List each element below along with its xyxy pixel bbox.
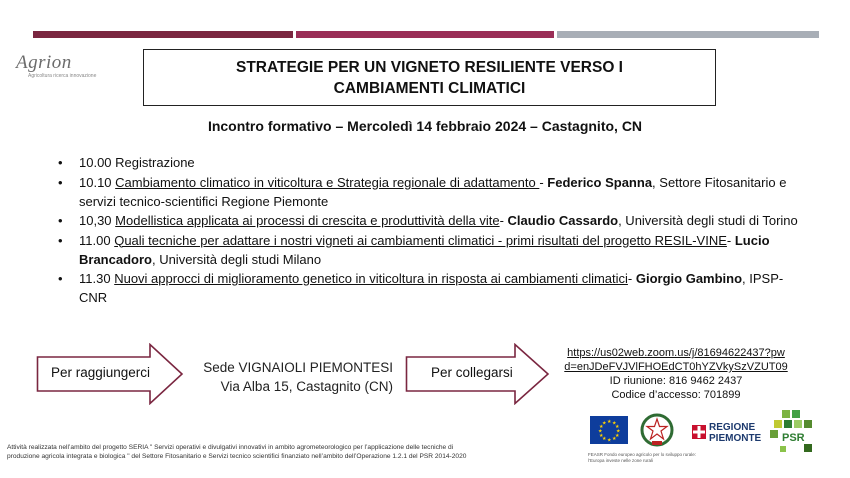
agenda-speaker: Lucio Brancadoro [79,232,770,267]
agenda-affiliation: , Università degli studi Milano [151,251,322,267]
feasr-caption [588,452,763,463]
agenda-time: 10.00 [79,155,112,170]
logo-text: Agrion [16,52,72,73]
agenda-topic: Cambiamento climatico in viticoltura e Strategia regionale di adattamento [115,174,540,190]
title-line-1: STRATEGIE PER UN VIGNETO RESILIENTE VERSO I [236,58,623,76]
zoom-info [546,346,806,402]
agenda-affiliation: , Settore Fitosanitario e servizi tecnico-scientifici Regione Piemonte [79,174,787,209]
agenda-topic: Quali tecniche per adattare i nostri vigneti ai cambiamenti climatici - primi risultati del progetto RESIL-VINE [114,232,727,248]
svg-text:★: ★ [615,424,620,430]
svg-text:★: ★ [599,424,604,430]
page-title [200,57,660,99]
title-box [143,49,716,106]
zoom-link-line-2[interactable]: d=enJDeFVJVlFHOEdCT0hYZVkySzVZUT09 [564,361,788,373]
venue-street: Via Alba 15, Castagnito (CN) [220,379,393,394]
agenda-text: Registrazione [115,155,195,170]
italian-emblem-icon [639,412,675,448]
top-bar-middle [296,31,554,38]
svg-text:★: ★ [607,437,612,444]
agenda-time: 11.00 [79,232,111,248]
agenda-item [58,173,798,211]
agenda-speaker: Federico Spanna [547,174,653,190]
agenda-topic: Nuovi approcci di miglioramento genetico in viticoltura in risposta ai cambiamenti climatici [114,271,628,286]
regione-line-1: REGIONE [709,422,756,433]
agenda-separator: - [627,271,636,286]
svg-text:★: ★ [598,428,603,435]
venue-address [185,358,393,396]
logo-tagline: Agricoltura ricerca innovazione [28,73,97,79]
agenda-speaker: Claudio Cassardo [507,213,619,228]
agenda-list [58,153,798,308]
svg-text:★: ★ [612,436,617,442]
footer-line-1: Attività realizzata nell’ambito del progetto SERIA " Servizi operativi e divulgativi innovativi in ambito agrometeorologico per l’applicazione delle tecniche di [7,444,454,451]
psr-logo [768,408,816,456]
agenda-separator: - [499,213,508,228]
agenda-item [58,231,798,269]
feasr-line-2: l’Europa investe nelle zone rurali [588,457,654,463]
feasr-line-1: FEASR Fondo europeo agricolo per lo sviluppo rurale: [588,452,697,457]
top-bar-right [557,31,819,38]
zoom-link-line-1[interactable]: https://us02web.zoom.us/j/81694622437?pw [567,347,785,359]
agenda-separator: - [726,232,735,248]
agenda-time: 10,30 [79,213,112,228]
agenda-affiliation: , Università degli studi di Torino [618,213,798,228]
access-code: Codice d’accesso: 701899 [611,389,741,401]
connect-arrow [405,343,550,405]
svg-text:★: ★ [612,420,617,427]
agenda-item [58,269,798,307]
agenda-item [58,153,798,172]
agenda-topic: Modellistica applicata ai processi di crescita e produttività della vite [115,213,500,228]
svg-text:★: ★ [599,433,604,439]
top-bar-left [33,31,293,38]
event-subtitle: Incontro formativo – Mercoledì 14 febbraio 2024 – Castagnito, CN [207,118,643,134]
agenda-affiliation: , IPSP-CNR [79,271,784,305]
reach-label: Per raggiungerci [51,365,151,380]
svg-text:★: ★ [616,428,621,435]
sponsor-logos [582,408,832,470]
agrion-logo [16,52,126,84]
meeting-id: ID riunione: 816 9462 2437 [609,375,743,387]
reach-arrow [36,343,184,405]
agenda-time: 11.30 [79,271,111,286]
regione-piemonte-logo [692,420,762,446]
agenda-item [58,211,798,230]
agenda-speaker: Giorgio Gambino [635,271,743,286]
footer-line-2: produzione agricola integrata e biologica " del Settore Fitosanitario e Servizi tecnico scientifici finanziato nell’ambito dell’Operazione 1.2.1 del PSR 2014-2020 [7,453,467,460]
agenda-time: 10.10 [79,174,112,190]
regione-line-2: PIEMONTE [709,433,762,444]
svg-text:★: ★ [607,419,612,425]
agenda-separator: - [539,174,548,190]
venue-name: Sede VIGNAIOLI PIEMONTESI [203,360,393,375]
svg-text:★: ★ [602,420,607,427]
title-line-2: CAMBIAMENTI CLIMATICI [333,79,526,97]
psr-text: PSR [782,432,805,444]
eu-flag-icon [590,416,628,444]
footer-note [7,443,582,461]
connect-label: Per collegarsi [431,365,513,380]
svg-text:★: ★ [602,436,607,442]
svg-text:★: ★ [615,433,620,439]
